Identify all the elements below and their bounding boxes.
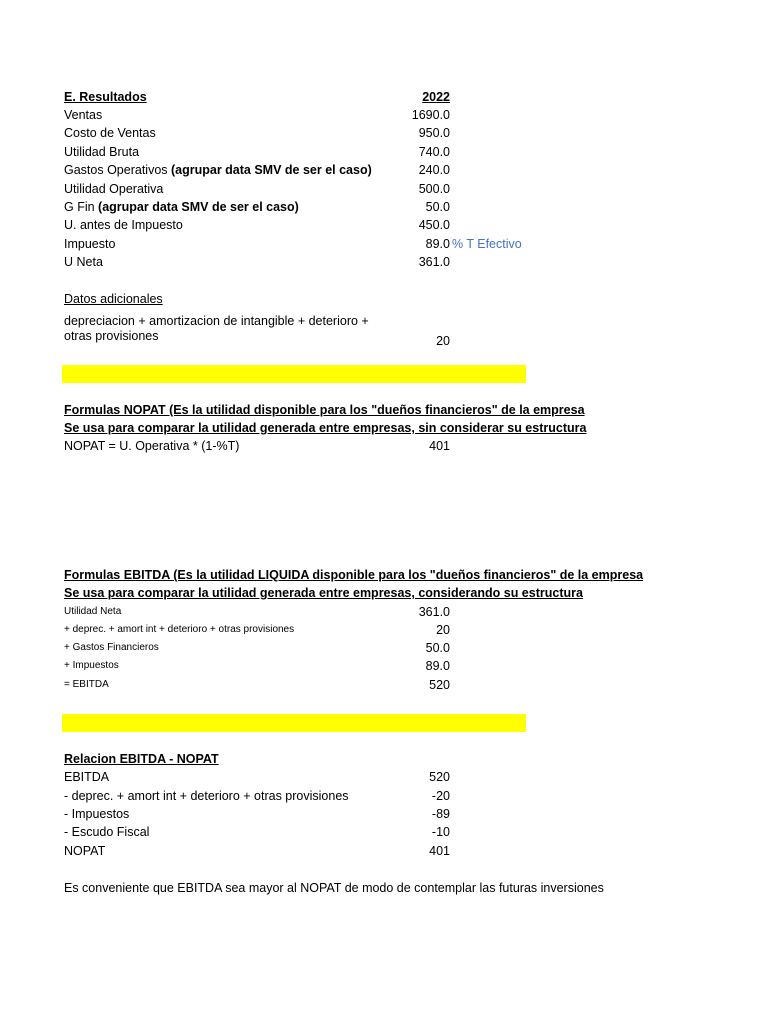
- er-row-label: Utilidad Operativa: [64, 182, 164, 196]
- er-row-label: Utilidad Bruta: [64, 145, 140, 159]
- ebitda-row: [64, 657, 534, 675]
- er-row-value: 1690.0: [411, 108, 450, 122]
- er-row-label: Ventas: [64, 108, 103, 122]
- er-row-value: 50.0: [425, 200, 450, 214]
- relacion-row-value: -10: [431, 825, 450, 839]
- er-row-label: U Neta: [64, 255, 103, 269]
- nopat-title-row: [64, 401, 585, 419]
- relacion-row-label: NOPAT: [64, 844, 106, 858]
- er-row: [64, 253, 534, 271]
- er-row-value: 240.0: [418, 163, 450, 177]
- er-row: [64, 124, 534, 142]
- ebitda-row-label: = EBITDA: [64, 679, 109, 690]
- relacion-row-value: 520: [429, 770, 450, 784]
- relacion-row: [64, 842, 534, 860]
- adicionales-header-row: [64, 290, 534, 308]
- ebitda-row-value: 89.0: [425, 659, 450, 673]
- er-row-value: 500.0: [418, 182, 450, 196]
- ebitda-row: [64, 676, 534, 694]
- ebitda-row-value: 20: [436, 623, 450, 637]
- ebitda-row-label: + deprec. + amort int + deterioro + otras provisiones: [64, 624, 295, 635]
- ebitda-row-label: Utilidad Neta: [64, 606, 122, 617]
- relacion-row: [64, 805, 534, 823]
- er-row: [64, 216, 534, 234]
- er-row: [64, 180, 534, 198]
- er-title: E. Resultados: [64, 90, 147, 104]
- ebitda-title-2: Se usa para comparar la utilidad generada entre empresas, considerando su estructura: [64, 586, 583, 600]
- ebitda-row-value: 361.0: [418, 605, 450, 619]
- er-row-label-bold: (agrupar data SMV de ser el caso): [171, 163, 372, 177]
- er-row: [64, 106, 534, 124]
- ebitda-title-row: [64, 584, 583, 602]
- er-row-label: Impuesto: [64, 237, 116, 251]
- er-row-value: 740.0: [418, 145, 450, 159]
- er-row-value: 361.0: [418, 255, 450, 269]
- relacion-row: [64, 768, 534, 786]
- er-row: [64, 143, 534, 161]
- relacion-header-row: [64, 750, 534, 768]
- relacion-row-label: - Impuestos: [64, 807, 130, 821]
- er-row-value: 450.0: [418, 218, 450, 232]
- nopat-formula: NOPAT = U. Operativa * (1-%T): [64, 439, 240, 453]
- er-row: [64, 235, 534, 253]
- nopat-formula-row: [64, 437, 534, 455]
- relacion-row-value: -89: [431, 807, 450, 821]
- ebitda-row: [64, 603, 534, 621]
- er-row-label: [64, 161, 372, 179]
- relacion-row-label: - Escudo Fiscal: [64, 825, 150, 839]
- ebitda-row: [64, 639, 534, 657]
- er-row-value: 950.0: [418, 126, 450, 140]
- highlight-band: [62, 365, 526, 383]
- er-row-label-bold: (agrupar data SMV de ser el caso): [98, 200, 299, 214]
- relacion-row-label: - deprec. + amort int + deterioro + otras provisiones: [64, 789, 349, 803]
- conclusion-text: Es conveniente que EBITDA sea mayor al NOPAT de modo de contemplar las futuras inversiones: [64, 881, 604, 895]
- er-row: [64, 161, 534, 179]
- er-header-row: [64, 88, 534, 106]
- er-year: 2022: [422, 90, 450, 104]
- relacion-row-value: 401: [429, 844, 450, 858]
- nopat-value: 401: [429, 439, 450, 453]
- relacion-row: [64, 787, 534, 805]
- relacion-row: [64, 823, 534, 841]
- ebitda-row-value: 520: [429, 678, 450, 692]
- er-row-value: 89.0: [425, 237, 450, 251]
- ebitda-row-value: 50.0: [425, 641, 450, 655]
- adicionales-label: depreciacion + amortizacion de intangible + deterioro + otras provisiones: [64, 314, 369, 343]
- adicionales-value: 20: [436, 334, 450, 348]
- er-row-label: Costo de Ventas: [64, 126, 156, 140]
- er-row-label-text: G Fin: [64, 200, 99, 214]
- ebitda-title-row: [64, 566, 644, 584]
- relacion-row-label: EBITDA: [64, 770, 110, 784]
- relacion-row-value: -20: [431, 789, 450, 803]
- adicionales-row: [64, 314, 534, 350]
- er-row: [64, 198, 534, 216]
- nopat-title-2: Se usa para comparar la utilidad generada entre empresas, sin considerar su estructura: [64, 421, 587, 435]
- nopat-title-1: Formulas NOPAT (Es la utilidad disponible para los "dueños financieros" de la empresa: [64, 403, 585, 417]
- ebitda-row-label: + Gastos Financieros: [64, 642, 159, 653]
- adicionales-title: Datos adicionales: [64, 292, 163, 306]
- ebitda-title-1: Formulas EBITDA (Es la utilidad LIQUIDA disponible para los "dueños financieros" de la empresa: [64, 568, 644, 582]
- highlight-band: [62, 714, 526, 732]
- ebitda-row: [64, 621, 534, 639]
- er-row-label-text: Gastos Operativos: [64, 163, 171, 177]
- tax-rate-note: % T Efectivo: [452, 237, 522, 251]
- nopat-title-row: [64, 419, 587, 437]
- ebitda-row-label: + Impuestos: [64, 660, 119, 671]
- er-row-label: [64, 198, 299, 216]
- conclusion-row: [64, 879, 604, 897]
- relacion-title: Relacion EBITDA - NOPAT: [64, 752, 219, 766]
- er-row-label: U. antes de Impuesto: [64, 218, 183, 232]
